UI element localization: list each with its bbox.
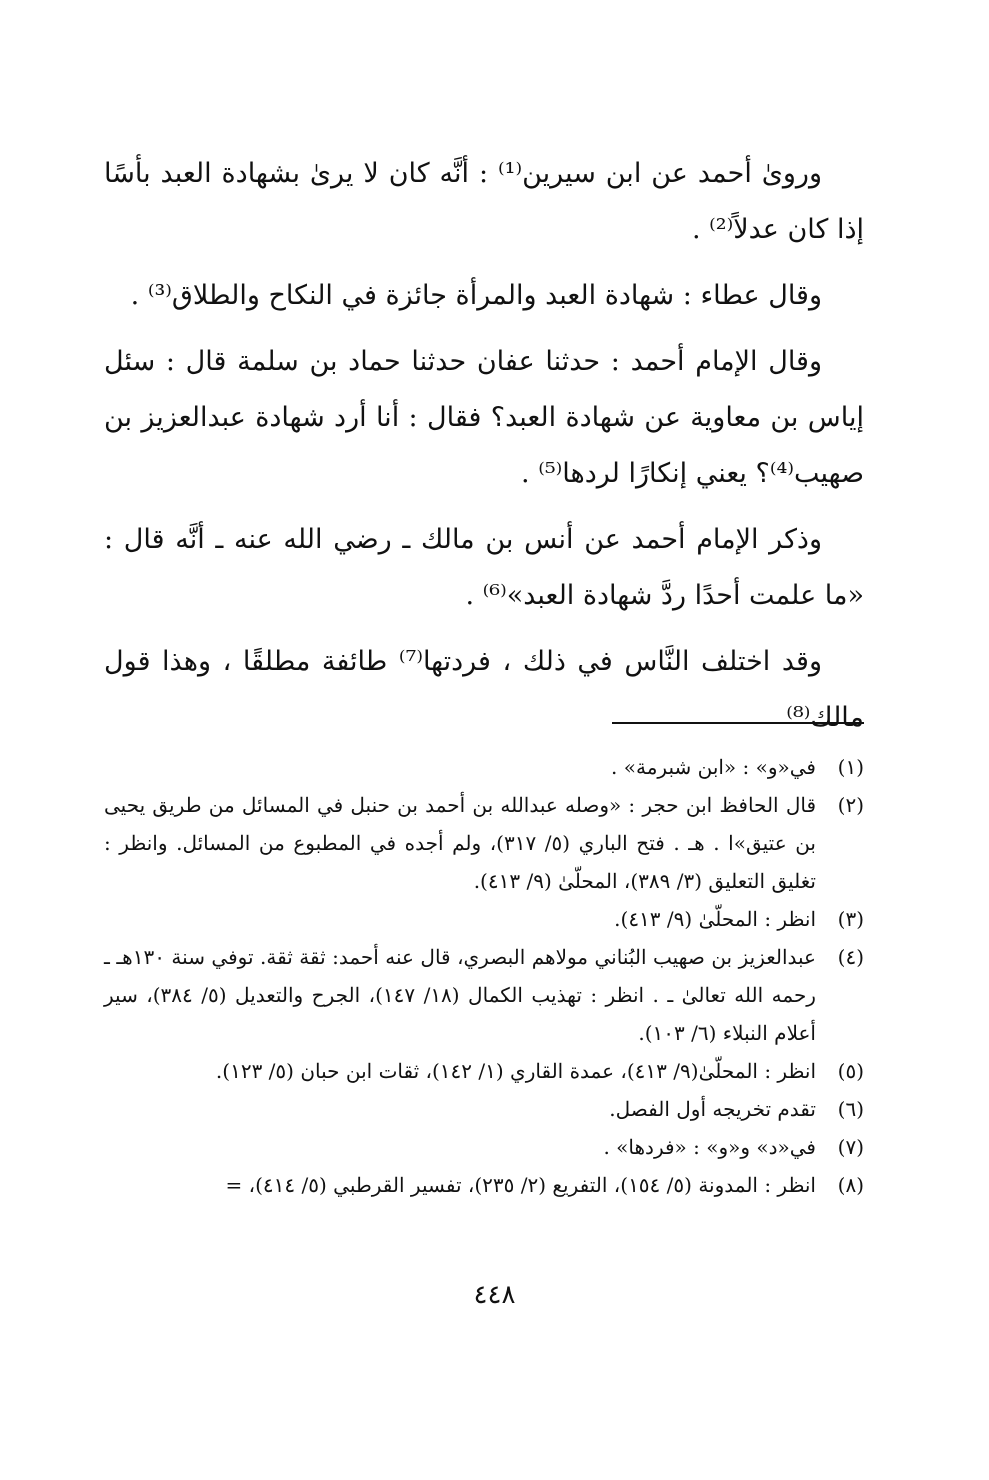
paragraph: ورویٰ أحمد عن ابن سيرين⁽¹⁾ : أنَّه كان لا يرىٰ بشهادة العبد بأسًا إذا كان عدلاً⁽²⁾ . [104, 158, 864, 245]
paragraph: وقال عطاء : شهادة العبد والمرأة جائزة في النكاح والطلاق⁽³⁾ . [130, 280, 822, 311]
footnote-number: (٨) [837, 1173, 864, 1197]
footnote-number: (١) [837, 755, 864, 779]
paragraph: وقال الإمام أحمد : حدثنا عفان حدثنا حماد بن سلمة قال : سئل إياس بن معاوية عن شهادة العبد؟ فقال : أنا أرد شهادة عبدالعزيز بن صهيب⁽⁴⁾؟ يعني إنكارًا لردها⁽⁵⁾ . [104, 346, 864, 489]
footnote [104, 786, 864, 900]
paragraph: وذكر الإمام أحمد عن أنس بن مالك ـ رضي الله عنه ـ أنَّه قال : «ما علمت أحدًا ردَّ شهادة العبد»⁽⁶⁾ . [104, 524, 864, 611]
footnote-text: قال الحافظ ابن حجر : «وصله عبدالله بن أحمد بن حنبل في المسائل من طريق يحيى بن عتيق»ا . هـ . فتح الباري (٥/ ٣١٧)، ولم أجده في المطبوع من المسائل. وانظر : تغليق التعليق (٣/ ٣٨٩)، المحلّىٰ (٩/ ٤١٣). [104, 793, 817, 893]
footnote-text: تقدم تخريجه أول الفصل. [609, 1097, 816, 1121]
footnote-text: في«و» : «ابن شبرمة» . [611, 755, 816, 779]
footnote [104, 1090, 864, 1128]
footnote [104, 1166, 864, 1204]
footnotes [104, 748, 864, 1204]
footnote-number: (٥) [837, 1059, 864, 1083]
footnote-text: في«د» و«و» : «فردها» . [603, 1135, 816, 1159]
footnote-text: انظر : المدونة (٥/ ١٥٤)، التفريع (٢/ ٢٣٥)، تفسير القرطبي (٥/ ٤١٤)، = [225, 1173, 816, 1197]
footnote-text: انظر : المحلّىٰ(٩/ ٤١٣)، عمدة القاري (١/ ١٤٢)، ثقات ابن حبان (٥/ ١٢٣). [215, 1059, 816, 1083]
footnote [104, 1052, 864, 1090]
footnote-text: انظر : المحلّىٰ (٩/ ٤١٣). [614, 907, 816, 931]
footnote [104, 1128, 864, 1166]
paragraph: وقد اختلف النَّاس في ذلك ، فردتها⁽⁷⁾ طائفة مطلقًا ، وهذا قول مالك⁽⁸⁾ [104, 646, 864, 733]
main-text [104, 146, 864, 746]
footnote-text: عبدالعزيز بن صهيب البُناني مولاهم البصري، قال عنه أحمد: ثقة ثقة. توفي سنة ١٣٠هـ ـ رحمه الله تعالىٰ ـ . انظر : تهذيب الكمال (١٨/ ١٤٧)، الجرح والتعديل (٥/ ٣٨٤)، سير أعلام النبلاء (٦/ ١٠٣). [104, 945, 816, 1045]
footnote-number: (٤) [837, 945, 864, 969]
footnote-number: (٧) [837, 1135, 864, 1159]
footnote-number: (٣) [837, 907, 864, 931]
page-number: ٤٤٨ [473, 1280, 516, 1310]
footnote [104, 900, 864, 938]
footnote-number: (٢) [837, 793, 864, 817]
footnote [104, 748, 864, 786]
footnote-number: (٦) [837, 1097, 864, 1121]
footnote [104, 938, 864, 1052]
footnote-separator [612, 722, 864, 724]
